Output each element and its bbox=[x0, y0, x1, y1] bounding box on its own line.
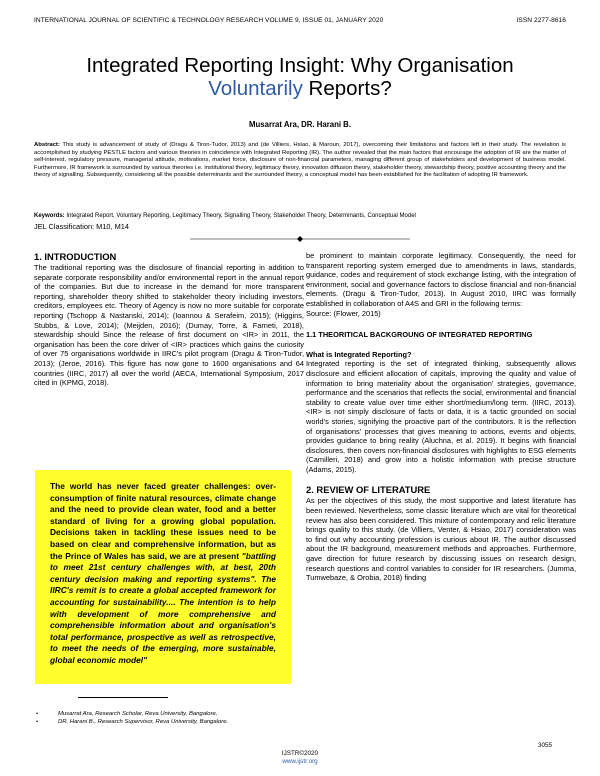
what-is-ir-heading: What is Integrated Reporting? bbox=[306, 349, 412, 359]
keywords bbox=[34, 213, 566, 221]
literature-paragraph: As per the objectives of this study, the most supportive and latest literature has been reviewed. Nevertheless, some classic literature which are vital for theoretical review has also been considered. This mixture of contemporary and relic literature brings quality to this study. (de Villiers, Venter, & Hsiao, 2017) consideration was to find out why accounting profession is curious about IR. The author discussed about the IR background, measurement methods and approaches. Furthermore, gave direction for future research by discussing issues on research design, research questions and control variables to consider for IR researchers. (Jumma, Tumwebaze, & Orobia, 2018) finding bbox=[306, 496, 576, 583]
keywords-label: Keywords: bbox=[34, 213, 65, 219]
title-line-1: Integrated Reporting Insight: Why Organisation bbox=[86, 54, 514, 77]
abstract-text: This study is advancement of study of (Dragu & Tiron-Tudor, 2013) and (de Villiers, Hsiao, & Maroun, 2017), overcoming their limitations and factors left in their study. The revelation is accomplished by studying PESTLE factors and various theories in coincidence with Integrated Reporting (IR). The author revealed that the main factors that encourage the adoption of IR are the matter of self-interest, regulatory pressure, managerial attitude, motivations, market force, disclosure of non-financial parameters, managing different group of stakeholders and development of business model. Furthermore, IR framework is surrounded by various theories i.e. institutional theory, legitimacy theory, innovation diffusion theory, stakeholder theory, stewardship theory, positive accounting theory and the theory of signalling. Subsequently, considering all the possible determinants and the surrounded theory, a conceptual model has been established for the facilitation of adopting IR framework. bbox=[34, 142, 566, 179]
footnote-rule bbox=[78, 697, 168, 698]
journal-header: INTERNATIONAL JOURNAL OF SCIENTIFIC & TECHNOLOGY RESEARCH VOLUME 9, ISSUE 01, JANUARY 2020 bbox=[34, 17, 384, 24]
title-colored-word: Voluntarily bbox=[208, 77, 303, 100]
left-column bbox=[34, 251, 304, 388]
quote-bold-text: The world has never faced greater challenges: over-consumption of finite natural resources, climate change and the need to provide clean water, food and a better standard of living for a growing global population. Decisions taken in tackling these issues need to be based on clear and comprehensive information, but as the Prince of Wales has said, we are at present bbox=[50, 481, 276, 561]
intro-paragraph: The traditional reporting was the disclosure of financial reporting in addition to separate corporate responsibility and/or environmental report in the annual report of the companies. But due to increase in the demand for more transparent reporting, shareholder theory shifted to stakeholder theory including investors, creditors, employees etc. Theory of Agency is now no more suitable for corporate reporting (Tschopp & Nastanski, 2014); (Ioannou & Serafeim, 2015); (Higgins, Stubbs, & Love, 2014); (Meijden, 2016); (Dumay, Torre, & Farneti, 2018), stewardship should Since the release of first document on <IR> in 2011, the organisation has been the core driver of <IR> practices which gains the curiosity of over 75 organisations worldwide in IIRC's pilot program (Dragu & Tiron-Tudor, 2013); (Jeroe, 2016). This figure has now gone to 1600 organisations and 64 countries (IIRC, 2017) all over the world (AECA, International Symposium, 2017 cited in (KPMG, 2018). bbox=[34, 263, 304, 388]
bullet-icon: • bbox=[36, 719, 39, 725]
title-line-2 bbox=[0, 77, 600, 100]
separator-diamond-icon bbox=[297, 236, 303, 242]
section-1-heading: 1. INTRODUCTION bbox=[34, 251, 117, 262]
abstract bbox=[34, 142, 566, 180]
quote-italic-text: "battling to meet 21st century challenges with, at best, 20th century decision making and reporting systems". The IIRC's remit is to create a global accepted framework for accounting for sustainability.... The intention is to help with development of more comprehensive and comprehensible information about and organisation's total performance, prospective as well as retrospective, to meet the needs of the emerging, more sustainable, global economic model" bbox=[50, 550, 276, 665]
journal-url-link[interactable]: www.ijstr.org bbox=[282, 758, 318, 765]
page-number: 3055 bbox=[538, 742, 553, 749]
subsection-1-1-heading: 1.1 THEORITICAL BACKGROUNG OF INTEGRATED REPORTING bbox=[306, 330, 533, 340]
right-column bbox=[306, 251, 576, 583]
footnote-2 bbox=[36, 719, 228, 725]
abstract-label: Abstract: bbox=[34, 142, 60, 148]
footer bbox=[0, 750, 600, 766]
intro-continued-paragraph: be prominent to maintain corporate legitimacy. Consequently, the need for transparent reporting system emerged due to amendments in laws, standards, guidance, codes and requirement of stock exchange listing, with the integration of environment, social and governance factors to disclose financial and non-financial elements. (Dragu & Tiron-Tudor, 2013). In August 2010, IIRC was formally established in collaboration of A4S and GRI in the following terms: bbox=[306, 251, 576, 308]
section-separator bbox=[190, 236, 410, 242]
copyright: IJSTR©2020 bbox=[281, 750, 319, 757]
issn-label: ISSN 2277-8616 bbox=[516, 17, 566, 24]
authors: Musarrat Ara, DR. Harani B. bbox=[249, 120, 351, 129]
section-2-heading: 2. REVIEW OF LITERATURE bbox=[306, 484, 431, 496]
footnote-1 bbox=[36, 711, 217, 717]
ir-definition-paragraph: Integrated reporting is the set of integrated thinking, subsequently allows disclosure and efficient allocation of capitals, improving the quality and value of information to bring materiality about the organisation' strategies, governance, performance and the scenarios that reflects the social, environmental and financial stability to create value over time either short/medium/long term. (IIRC, 2013). <IR> is not simply disclosure of facts or data, it is a tactic grounded on social world's stories, signifying the proactive part of the contributors. It is the reflection of organisations' processes that gives meaning to actions, events and objects, provides guidance to bring reality (Aluchna, et al. 2019). It begins with financial disclosures, then covers non-financial disclosures with highlights to ESG elements (Camilleri, 2018) and grow into a holistic information with precise structure (Adams, 2015). bbox=[306, 359, 576, 474]
source-line: Source: (Flower, 2015) bbox=[306, 308, 381, 318]
footnote-1-text: Musarrat Ara, Research Scholar, Reva University, Bangalore. bbox=[58, 711, 218, 717]
footnote-2-text: DR. Harani B., Research Supervisor, Reva University, Bangalore. bbox=[58, 719, 229, 725]
bullet-icon: • bbox=[36, 711, 39, 717]
paper-title bbox=[0, 54, 600, 100]
quote-box bbox=[35, 470, 291, 684]
title-line-2-rest: Reports? bbox=[302, 77, 392, 100]
keywords-text: Integrated Report, Voluntary Reporting, Legitimacy Theory, Signalling Theory, Stakeholder Theory, Determinants, Conceptual Model bbox=[64, 213, 416, 219]
jel-classification: JEL Classification: M10, M14 bbox=[34, 222, 130, 231]
